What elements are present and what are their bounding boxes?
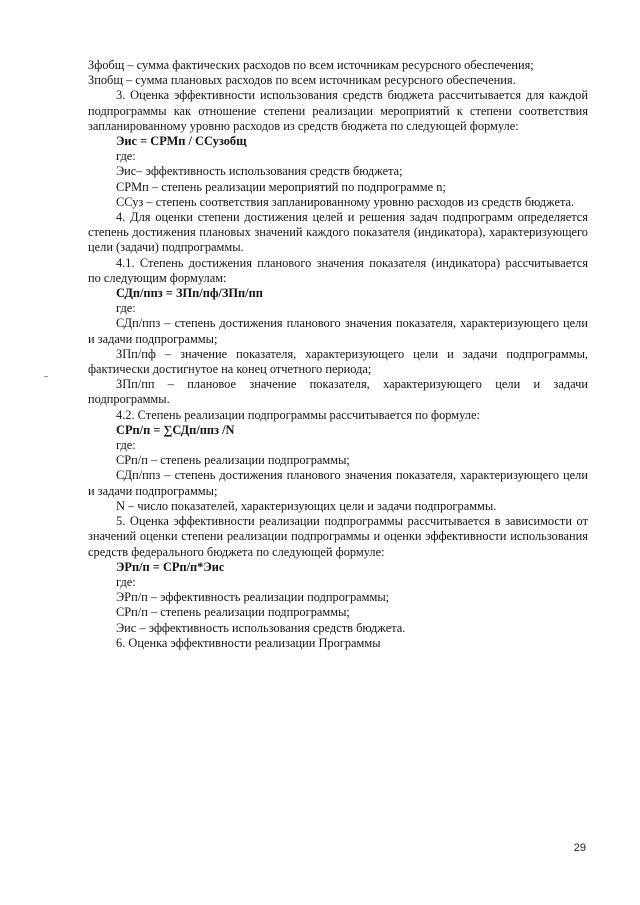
section-4-1-text: 4.1. Степень достижения планового значения показателя (индикатора) рассчитывается по следующим формулам: xyxy=(88,255,588,285)
definition-zp: Зпобщ – сумма плановых расходов по всем источникам ресурсного обеспечения. xyxy=(88,73,516,88)
section-6-heading: 6. Оценка эффективности реализации Программы xyxy=(116,635,381,650)
definition-sr-2: СРп/п – степень реализации подпрограммы; xyxy=(116,605,350,620)
definition-srm: СРМп – степень реализации мероприятий по подпрограмме n; xyxy=(116,179,446,194)
formula-eis: Эис = СРМп / ССузобщ xyxy=(116,134,247,149)
definition-sr: СРп/п – степень реализации подпрограммы; xyxy=(116,453,350,468)
definition-eis: Эис– эффективность использования средств бюджета; xyxy=(116,164,403,179)
section-5-text: 5. Оценка эффективности реализации подпрограммы рассчитывается в зависимости от значений оценки степени реализации подпрограммы и оценки эффективности использования средств федерального бюджета по следующей формуле: xyxy=(88,514,588,559)
formula-sr: СРп/п = ∑СДп/ппз /N xyxy=(116,422,235,437)
margin-mark xyxy=(44,376,48,377)
section-4-2-text: 4.2. Степень реализации подпрограммы рассчитывается по формуле: xyxy=(116,407,480,422)
where-label: где: xyxy=(116,574,136,589)
definition-eis-2: Эис – эффективность использования средств бюджета. xyxy=(116,620,406,635)
definition-er: ЭРп/п – эффективность реализации подпрограммы; xyxy=(116,590,390,605)
definition-zf: Зфобщ – сумма фактических расходов по всем источникам ресурсного обеспечения; xyxy=(88,58,534,72)
definition-zp-fact: ЗПп/пф – значение показателя, характеризующего цели и задачи подпрограммы, фактически достигнутое на конец отчетного периода; xyxy=(88,346,588,377)
formula-sd: СДп/ппз = ЗПп/пф/ЗПп/пп xyxy=(116,286,263,301)
section-4-text: 4. Для оценки степени достижения целей и решения задач подпрограмм определяется степень достижения плановых значений каждого показателя (индикатора), характеризующего цели (задачи) подпрограммы. xyxy=(88,210,588,255)
where-label: где: xyxy=(116,149,136,164)
where-label: где: xyxy=(116,438,136,453)
document-body xyxy=(88,58,588,651)
formula-er: ЭРп/п = СРп/п*Эис xyxy=(116,559,225,574)
definition-ssuz: ССуз – степень соответствия запланированному уровню расходов из средств бюджета. xyxy=(116,194,575,209)
page-number: 29 xyxy=(573,842,586,854)
where-label: где: xyxy=(116,301,136,316)
definition-zp-plan: ЗПп/пп – плановое значение показателя, характеризующего цели и задачи подпрограммы. xyxy=(88,377,588,407)
definition-sd: СДп/ппз – степень достижения планового значения показателя, характеризующего цели и задачи подпрограммы; xyxy=(88,316,588,346)
definition-n: N – число показателей, характеризующих цели и задачи подпрограммы. xyxy=(116,498,497,513)
section-3-text: 3. Оценка эффективности использования средств бюджета рассчитывается для каждой подпрограммы как отношение степени реализации мероприятий к степени соответствия запланированному уровню расходов из средств бюджета по следующей формуле: xyxy=(88,88,588,133)
definition-sd-2: СДп/ппз – степень достижения планового значения показателя, характеризующего цели и задачи подпрограммы; xyxy=(88,468,588,498)
